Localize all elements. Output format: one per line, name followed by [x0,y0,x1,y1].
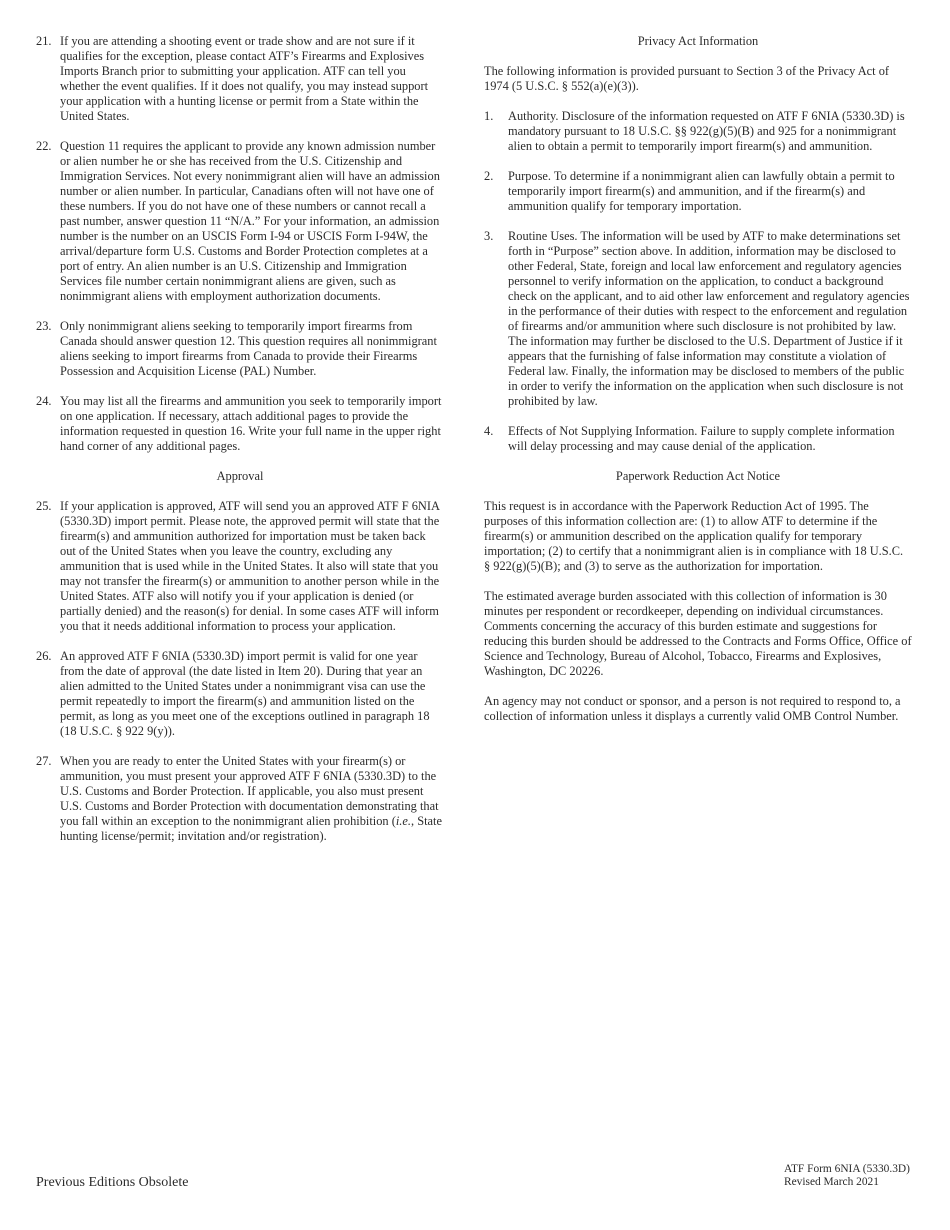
privacy-intro: The following information is provided pursuant to Section 3 of the Privacy Act of 1974 (5 U.S.C. § 552(a)(e)(3)). [484,64,890,93]
item-text: Effects of Not Supplying Information. Failure to supply complete information will delay processing and may cause denial of the application. [508,424,895,453]
paperwork-paragraph-omb: An agency may not conduct or sponsor, and a person is not required to respond to, a collection of information unless it displays a currently valid OMB Control Number. [484,694,901,723]
instruction-item-26 [36,649,444,739]
item-number: 4. [484,424,494,438]
item-number: 3. [484,229,494,243]
privacy-item-effects [484,424,912,454]
item-text: If you are attending a shooting event or trade show and are not sure if it qualifies for the exception, please contact ATF’s Firearms and Explosives Imports Branch prior to submitting your application. ATF can tell you whether the event qualifies. If it does not qualify, you may instead support your application with a hunting license or permit from a State within the United States. [60,34,429,123]
approval-heading: Approval [216,469,264,483]
item-text [60,754,444,844]
form-number: ATF Form 6NIA (5330.3D) [784,1163,910,1175]
item-text: An approved ATF F 6NIA (5330.3D) import permit is valid for one year from the date of approval (the date listed in Item 20). During that year an alien admitted to the United States under a nonimmigrant visa can use the permit repeatedly to import the firearm(s) and ammunition listed on the permit, as long as you meet one of the exceptions outlined in paragraph 18 (18 U.S.C. § 922 9(y)). [60,649,430,738]
item-text: You may list all the firearms and ammunition you seek to temporarily import on one application. If necessary, attach additional pages to provide the information requested in question 16. Write your full name in the upper right hand corner of any additional pages. [60,394,442,453]
item-number: 22. [36,139,52,153]
item-number: 1. [484,109,494,123]
item-text-part: When you are ready to enter the United States with your firearm(s) or ammunition, you must present your approved ATF F 6NIA (5330.3D) to the U.S. Customs and Border Protection. If applicable, you also must present U.S. Customs and Border Protection with documentation demonstrating that you fall within an exception to the nonimmigrant alien prohibition ( [60,754,439,828]
instruction-item-23 [36,319,444,379]
privacy-item-purpose [484,169,912,214]
form-identifier [784,1163,910,1189]
paperwork-paragraph-burden: The estimated average burden associated with this collection of information is 30 minutes per respondent or recordkeeper, depending on individual circumstances. Comments concerning the accuracy of this burden estimate and suggestions for reducing this burden should be addressed to the Contracts and Forms Office, Office of Science and Technology, Bureau of Alcohol, Tobacco, Firearms and Explosives, Washington, DC 20226. [484,589,912,678]
instruction-item-21 [36,34,444,124]
instruction-item-22 [36,139,444,304]
privacy-item-routine-uses [484,229,912,409]
item-text: If your application is approved, ATF will send you an approved ATF F 6NIA (5330.3D) import permit. Please note, the approved permit will state that the firearm(s) and ammunition authorized for importation must be taken back out of the United States when you leave the country, excluding any ammunition that is used while in the United States. It also will state that you may not transfer the firearm(s) or ammunition to another person while in the United States. ATF also will notify you if your application is denied (or partially denied) and the reason(s) for denial. In some cases ATF will inform you that it needs additional information to process your application. [60,499,440,633]
left-column [36,34,444,859]
item-number: 23. [36,319,52,333]
privacy-act-heading: Privacy Act Information [637,34,759,48]
paperwork-reduction-heading: Paperwork Reduction Act Notice [615,469,781,483]
item-number: 2. [484,169,494,183]
item-number: 21. [36,34,52,48]
item-text: Purpose. To determine if a nonimmigrant alien can lawfully obtain a permit to temporarily import firearm(s) and ammunition, and if the firearm(s) and ammunition qualify for temporary importation. [508,169,895,213]
item-number: 26. [36,649,52,663]
paperwork-paragraph-purposes: This request is in accordance with the Paperwork Reduction Act of 1995. The purposes of this information collection are: (1) to allow ATF to determine if the firearm(s) or ammunition described on the application qualify for temporary importation; (2) to certify that a nonimmigrant alien is in compliance with 18 U.S.C. § 922(g)(5)(B); and (3) to serve as the authorization for importation. [484,499,904,573]
item-number: 25. [36,499,52,513]
instruction-item-24 [36,394,444,454]
previous-editions-notice: Previous Editions Obsolete [36,1175,189,1190]
item-text: Authority. Disclosure of the information requested on ATF F 6NIA (5330.3D) is mandatory pursuant to 18 U.S.C. §§ 922(g)(5)(B) and 925 for a nonimmigrant alien to obtain a permit to temporarily import firearm(s) and ammunition. [508,109,905,153]
instruction-item-27 [36,754,444,844]
item-text-part: , State hunting license/permit; invitation and/or registration). [60,814,442,843]
right-column [484,34,912,739]
item-text-italic: i.e. [395,814,411,828]
form-revision-date: Revised March 2021 [784,1176,879,1188]
item-number: 27. [36,754,52,768]
item-text: Routine Uses. The information will be used by ATF to make determinations set forth in “Purpose” section above. In addition, information may be disclosed to other Federal, State, foreign and local law enforcement and regulatory agencies personnel to verify information on the application, to conduct a background check on the applicant, and to aid other law enforcement and regulatory agencies in the performance of their duties with respect to the enforcement and regulation of firearms and/or ammunition where such disclosure is not prohibited by law. The information may further be disclosed to the U.S. Department of Justice if it appears that the furnishing of false information may constitute a violation of Federal law. Finally, the information may be disclosed to members of the public in order to verify the information on the application when such disclosure is not prohibited by law. [508,229,910,408]
privacy-item-authority [484,109,912,154]
item-text: Only nonimmigrant aliens seeking to temporarily import firearms from Canada should answer question 12. This question requires all nonimmigrant aliens seeking to import firearms from Canada to provide their Firearms Possession and Acquisition License (PAL) Number. [60,319,437,378]
instruction-item-25 [36,499,444,634]
item-number: 24. [36,394,52,408]
item-text: Question 11 requires the applicant to provide any known admission number or alien number he or she has received from the U.S. Citizenship and Immigration Services. Not every nonimmigrant alien will have an admission number or alien number. In particular, Canadians often will not have one of these numbers. If you do not have one of these numbers or cannot recall a past number, answer question 11 “N/A.” For your information, an admission number is the number on an USCIS Form I-94 or USCIS Form I-94W, the arrival/departure form U.S. Customs and Border Protection completes at a port of entry. An alien number is an U.S. Citizenship and Immigration Services file number certain nonimmigrant aliens are given, such as nonimmigrant aliens with employment authorization documents. [60,139,440,303]
